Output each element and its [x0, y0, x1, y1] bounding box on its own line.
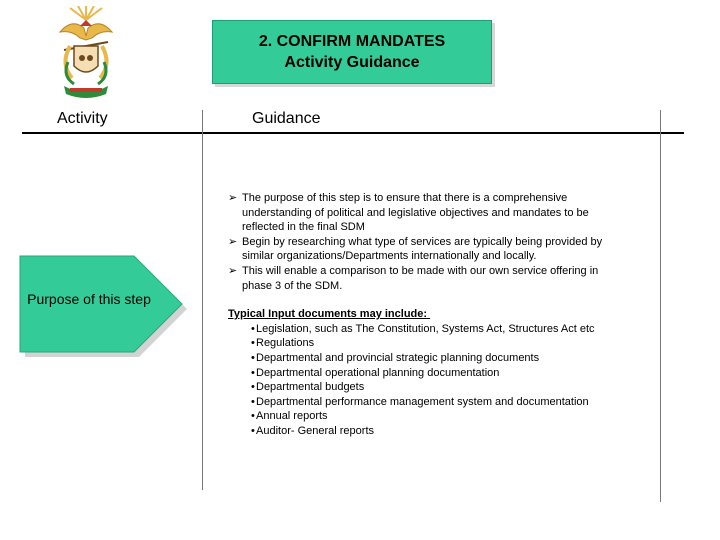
- slide-title-box: [212, 20, 492, 84]
- dot-bullet-icon: •: [251, 351, 255, 364]
- dot-bullet-icon: •: [251, 337, 255, 350]
- table-header-divider: [22, 132, 684, 134]
- dot-bullet-icon: •: [251, 366, 255, 379]
- input-list-item: • Departmental and provincial strategic planning documents: [251, 351, 540, 364]
- input-list-item: • Regulations: [251, 337, 315, 350]
- coat-of-arms-icon: [50, 6, 122, 98]
- guidance-point: ➢ Begin by researching what type of services are typically being provided by similar organizations/Departments internationally and locally.: [228, 235, 603, 263]
- input-list-item: • Annual reports: [251, 410, 328, 423]
- dot-bullet-icon: •: [251, 381, 255, 394]
- inputs-heading: Typical Input documents may include:: [228, 308, 431, 321]
- guidance-body: [228, 191, 628, 439]
- dot-bullet-icon: •: [251, 322, 255, 335]
- column-divider-left: [202, 110, 203, 490]
- column-header-guidance: Guidance: [252, 110, 321, 127]
- slide-subtitle: Activity Guidance: [284, 54, 420, 71]
- dot-bullet-icon: •: [251, 410, 255, 423]
- input-list-item: • Legislation, such as The Constitution, Systems Act, Structures Act etc: [251, 322, 595, 335]
- input-list-item: • Departmental operational planning documentation: [251, 366, 500, 379]
- column-divider-right: [660, 110, 661, 502]
- arrow-bullet-icon: ➢: [228, 264, 238, 277]
- input-list-item: • Departmental budgets: [251, 381, 365, 394]
- input-list-item: • Departmental performance management system and documentation: [251, 395, 589, 408]
- purpose-label: Purpose of this step: [27, 291, 151, 307]
- arrow-bullet-icon: ➢: [228, 235, 238, 248]
- dot-bullet-icon: •: [251, 424, 255, 437]
- column-header-activity: Activity: [57, 110, 108, 127]
- input-list-item: • Auditor- General reports: [251, 424, 374, 437]
- arrow-bullet-icon: ➢: [228, 192, 238, 204]
- dot-bullet-icon: •: [251, 395, 255, 408]
- guidance-point: ➢ This will enable a comparison to be made with our own service offering in phase 3 of the SDM.: [228, 264, 599, 292]
- slide-title: 2. CONFIRM MANDATES: [258, 33, 446, 50]
- guidance-point: ➢ The purpose of this step is to ensure that there is a comprehensive understanding of political and legislative objectives and mandates to be reflected in the final SDM: [228, 192, 589, 234]
